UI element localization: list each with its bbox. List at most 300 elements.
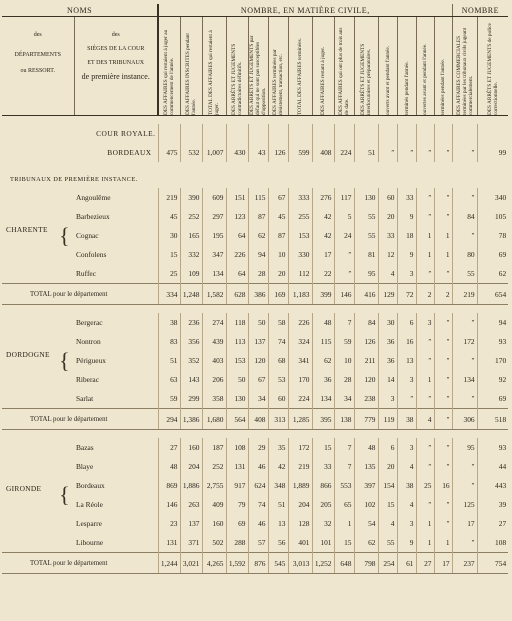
value-cell: 13 [268,514,288,533]
value-cell: 2 [416,284,434,305]
value-cell: ″ [416,351,434,370]
vcol-header-4 [226,17,248,116]
value-cell: 876 [248,553,268,574]
value-cell: 38 [158,313,180,332]
value-cell: 1 [416,514,434,533]
value-cell: 17 [434,553,452,574]
value-cell: ″ [416,188,434,207]
sieges-col-header [74,17,158,116]
value-cell: 16 [434,476,452,495]
value-cell: 340 [477,188,508,207]
value-cell: 2,755 [202,476,226,495]
value-cell: 45 [158,207,180,226]
value-cell: 20 [268,264,288,284]
value-cell: 10 [334,351,354,370]
brace-glyph: { [59,222,70,248]
value-cell: 204 [180,457,202,476]
value-cell: 34 [248,389,268,409]
value-cell: 138 [334,409,354,430]
col-dept-l1: des [33,32,42,38]
value-cell: 36 [378,351,397,370]
value-cell: 115 [248,188,268,207]
value-cell: 126 [354,332,378,351]
value-cell: 65 [334,495,354,514]
value-cell: 58 [268,313,288,332]
blank-cell [397,124,416,143]
value-cell: 84 [452,207,477,226]
value-cell: 43 [248,143,268,162]
value-cell: 83 [158,332,180,351]
value-cell: 25 [158,264,180,284]
table-row [2,245,508,264]
brace-glyph: { [59,482,70,507]
value-cell: 204 [288,495,312,514]
value-cell: 55 [354,226,378,245]
col-dept-l2: DÉPARTEMENTS [14,52,61,58]
table-row [2,389,508,409]
value-cell: 17 [452,514,477,533]
value-cell: ″ [452,313,477,332]
value-cell: 263 [180,495,202,514]
value-cell: 22 [312,264,334,284]
vcol-header-text: DES ARRÊTS ET JUGEMENTS interlocutoires et préparatoires. [360,43,372,115]
vcol-header-3 [202,17,226,116]
value-cell: 135 [354,457,378,476]
total-label: TOTAL pour le département [2,553,158,574]
value-cell: 347 [202,245,226,264]
value-cell: 409 [202,495,226,514]
value-cell: 63 [158,370,180,389]
value-cell: 3 [378,389,397,409]
value-cell: 131 [158,533,180,553]
value-cell: 1,007 [202,143,226,162]
value-cell: 113 [226,332,248,351]
value-cell: ″ [434,188,452,207]
value-cell: 15 [334,533,354,553]
table-row [2,207,508,226]
value-cell: ″ [434,332,452,351]
value-cell: ″ [334,245,354,264]
value-cell: 102 [354,495,378,514]
table-row [2,313,508,332]
value-cell: 224 [288,389,312,409]
tribunal-name: Nontron [76,337,101,346]
value-cell: 80 [452,245,477,264]
value-cell: 56 [268,533,288,553]
value-cell: 226 [288,313,312,332]
blank-cell [354,124,378,143]
value-cell: 78 [477,226,508,245]
value-cell: 399 [312,284,334,305]
value-cell: 211 [354,351,378,370]
value-cell: 46 [248,457,268,476]
value-cell: 62 [248,226,268,245]
value-cell: ″ [416,207,434,226]
value-cell: 609 [202,188,226,207]
value-cell: 68 [268,351,288,370]
blank-cell [378,124,397,143]
value-cell: 7 [334,457,354,476]
value-cell: 219 [158,188,180,207]
value-cell: 120 [248,351,268,370]
value-cell: 81 [354,245,378,264]
value-cell: 33 [312,457,334,476]
col-sieges-l4: de première instance. [81,72,150,81]
value-cell: 917 [226,476,248,495]
vcol-header-7 [288,17,312,116]
value-cell: 187 [202,438,226,457]
value-cell: 274 [202,313,226,332]
value-cell: 628 [226,284,248,305]
value-cell: 134 [452,370,477,389]
value-cell: 170 [288,370,312,389]
value-cell: 401 [288,533,312,553]
value-cell: 1,592 [226,553,248,574]
value-cell: 252 [202,457,226,476]
value-cell: ″ [416,495,434,514]
blank-cell [248,124,268,143]
value-cell: 330 [288,245,312,264]
section-title: TRIBUNAUX DE PREMIÈRE INSTANCE. [10,175,138,183]
vcol-header-8 [312,17,334,116]
value-cell: 219 [452,284,477,305]
vcol-header-text: DES AFFAIRES COMMERCIALES terminées par les tribunaux civils jugeant commercialement. [455,27,474,115]
table-row [2,476,508,495]
value-cell: 170 [477,351,508,370]
value-cell: 23 [158,514,180,533]
table-row [2,495,508,514]
value-cell: 226 [226,245,248,264]
value-cell: 117 [334,188,354,207]
blank-cell [158,124,180,143]
tribunal-name: Libourne [76,538,104,547]
value-cell: ″ [416,264,434,284]
value-cell: 134 [312,389,334,409]
value-cell: 219 [288,457,312,476]
value-cell: 224 [334,143,354,162]
value-cell: 67 [268,188,288,207]
tribunal-name: Ruffec [76,269,96,278]
value-cell: 62 [312,351,334,370]
value-cell: ″ [434,457,452,476]
value-cell: 333 [288,188,312,207]
value-cell: 87 [268,226,288,245]
value-cell: 7 [334,438,354,457]
value-cell: 20 [378,457,397,476]
value-cell: 358 [202,389,226,409]
value-cell: 20 [378,207,397,226]
value-cell: 42 [312,207,334,226]
value-cell: 306 [452,409,477,430]
vcol-header-11 [378,17,397,116]
vcol-header-10 [354,17,378,116]
value-cell: 3,021 [180,553,202,574]
table-row [2,438,508,457]
value-cell: 4 [397,457,416,476]
value-cell: 146 [158,495,180,514]
value-cell: 1 [434,245,452,264]
value-cell: 137 [248,332,268,351]
value-cell: 798 [354,553,378,574]
value-cell: 475 [158,143,180,162]
value-cell: 32 [312,514,334,533]
value-cell: 38 [397,476,416,495]
vcol-header-13 [416,17,434,116]
value-cell: 4 [378,514,397,533]
value-cell: 48 [158,457,180,476]
total-label: TOTAL pour le département [2,284,158,305]
value-cell: 154 [378,476,397,495]
value-cell: 61 [397,553,416,574]
value-cell: 35 [268,438,288,457]
blank-cell [202,124,226,143]
table-row [2,370,508,389]
value-cell: ″ [452,457,477,476]
value-cell: 3,013 [288,553,312,574]
blank-cell [312,124,334,143]
total-row [2,553,508,574]
brace-glyph: { [59,347,70,373]
value-cell: 654 [477,284,508,305]
value-cell: 5 [334,207,354,226]
cour-royale-title: COUR ROYALE. [96,129,156,138]
value-cell: 206 [202,370,226,389]
value-cell: 165 [180,226,202,245]
tribunal-name: Confolens [76,250,107,259]
value-cell: 1 [416,533,434,553]
value-cell: ″ [434,207,452,226]
value-cell: 55 [378,533,397,553]
department-label: GIRONDE [6,484,42,493]
value-cell: 1 [416,245,434,264]
vcol-header-text: terminés pendant l'année. [403,61,410,115]
value-cell: 151 [226,188,248,207]
value-cell: 1,252 [312,553,334,574]
blank-cell [434,124,452,143]
value-cell: ″ [452,143,477,162]
value-cell: 57 [248,533,268,553]
value-cell: 397 [354,476,378,495]
value-cell: 1,886 [180,476,202,495]
value-cell: 94 [477,313,508,332]
value-cell: 62 [477,264,508,284]
vcol-header-text: TOTAL DES AFFAIRES terminées. [297,38,303,115]
value-cell: 195 [202,226,226,245]
tribunal-name: Lesparre [76,519,102,528]
vcol-header-2 [180,17,202,116]
value-cell: 2 [434,284,452,305]
value-cell: 14 [378,370,397,389]
tribunal-name: Bergerac [76,318,103,327]
value-cell: 62 [354,533,378,553]
value-cell: 205 [312,495,334,514]
value-cell: 48 [354,438,378,457]
value-cell: 15 [158,245,180,264]
value-cell: ″ [416,457,434,476]
value-cell: 4 [397,495,416,514]
col-sieges-l3: ET DES TRIBUNAUX [87,60,145,66]
vcol-header-text: TOTAL DES AFFAIRES qui restaient à juger. [208,30,220,115]
value-cell: 92 [477,370,508,389]
value-cell: 395 [312,409,334,430]
value-cell: 54 [354,514,378,533]
vcol-header-text: DES AFFAIRES terminées par désistement, transaction, etc. [272,49,284,115]
vcol-header-6 [268,17,288,116]
value-cell: 386 [248,284,268,305]
department-name [2,188,74,284]
value-cell: 4 [416,409,434,430]
value-cell: 153 [288,226,312,245]
value-cell: 169 [268,284,288,305]
value-cell: 553 [334,476,354,495]
value-cell: 33 [397,188,416,207]
value-cell: 120 [354,370,378,389]
blank-cell [180,124,202,143]
value-cell: 1,889 [288,476,312,495]
value-cell: 74 [248,495,268,514]
tribunal-name: Sarlat [76,394,94,403]
value-cell: 9 [397,245,416,264]
value-cell: 51 [268,495,288,514]
vcol-header-text: DES ARRÊTS ET JUGEMENTS de police correctionnelle. [486,23,499,115]
departements-col-header [2,17,74,116]
value-cell: 1,582 [202,284,226,305]
value-cell: 33 [378,226,397,245]
tribunal-name: Riberac [76,375,99,384]
value-cell: 30 [378,313,397,332]
value-cell: 502 [202,533,226,553]
value-cell: 42 [312,226,334,245]
value-cell: 38 [397,409,416,430]
value-cell: 3 [416,313,434,332]
value-cell: ″ [434,143,452,162]
value-cell: ″ [452,188,477,207]
vcol-header-12 [397,17,416,116]
vcol-header-16 [477,17,508,116]
value-cell: 74 [268,332,288,351]
value-cell: 115 [312,332,334,351]
col-sieges-l2: SIÉGES DE LA COUR [87,46,145,52]
value-cell: 131 [226,457,248,476]
vcol-header-text: DES ARRÊTS ET JUGEMENTS par défaut qui ne sont pas susceptibles d'opposition. [249,35,267,115]
tribunal-name: Blaye [76,462,94,471]
value-cell: 59 [334,332,354,351]
value-cell: 79 [226,495,248,514]
value-cell: ″ [452,226,477,245]
value-cell: 126 [268,143,288,162]
value-cell: 64 [226,264,248,284]
value-cell: 408 [312,143,334,162]
value-cell: ″ [397,143,416,162]
value-cell: ″ [434,313,452,332]
value-cell: 1 [434,226,452,245]
total-row [2,409,508,430]
value-cell: 255 [288,207,312,226]
nombre-header: NOMBRE [452,4,508,17]
value-cell: 51 [354,143,378,162]
value-cell: 299 [180,389,202,409]
value-cell: 25 [416,476,434,495]
tribunal-name: Angoulême [76,193,111,202]
blank-cell [452,124,477,143]
value-cell: 9 [397,533,416,553]
value-cell: ″ [397,389,416,409]
value-cell: ″ [434,409,452,430]
value-cell: 9 [397,207,416,226]
value-cell: 12 [378,245,397,264]
value-cell: 1,244 [158,553,180,574]
cour-name: BORDEAUX [107,148,152,157]
value-cell: 34 [334,389,354,409]
value-cell: 334 [158,284,180,305]
tribunal-name: Périgueux [76,356,106,365]
value-cell: 18 [397,226,416,245]
value-cell: 69 [477,245,508,264]
value-cell: 29 [248,438,268,457]
value-cell: 1 [416,226,434,245]
value-cell: 172 [452,332,477,351]
value-cell: 48 [312,313,334,332]
value-cell: ″ [416,332,434,351]
vcol-header-text: ouverts avant et pendant l'année. [384,45,391,115]
value-cell: 1 [434,533,452,553]
value-cell: 39 [477,495,508,514]
table-row [2,332,508,351]
value-cell: 15 [312,438,334,457]
value-cell: 3 [397,438,416,457]
value-cell: 95 [452,438,477,457]
value-cell: 134 [202,264,226,284]
value-cell: 7 [334,313,354,332]
vcol-header-text: DES AFFAIRES qui restaient à juger au commencement de l'année. [163,29,176,115]
value-cell: 93 [477,438,508,457]
value-cell: 6 [397,313,416,332]
value-cell: 254 [378,553,397,574]
value-cell: ″ [434,351,452,370]
value-cell: 16 [397,332,416,351]
value-cell: 60 [268,389,288,409]
tribunal-name: Barbezieux [76,212,110,221]
blank-cell [477,124,508,143]
value-cell: 50 [248,313,268,332]
value-cell: 403 [202,351,226,370]
value-cell: 324 [288,332,312,351]
value-cell: 30 [158,226,180,245]
value-cell: 779 [354,409,378,430]
total-row [2,284,508,305]
tribunal-name: La Réole [76,500,103,509]
value-cell: 348 [268,476,288,495]
value-cell: 108 [477,533,508,553]
value-cell: 87 [248,207,268,226]
col-dept-l3: ou RESSORT. [20,68,56,74]
blank-cell [334,124,354,143]
value-cell: 238 [354,389,378,409]
vcol-header-text: DES AFFAIRES qui ont plus de trois ans de date. [338,27,350,115]
value-cell: 1,386 [180,409,202,430]
total-label: TOTAL pour le département [2,409,158,430]
value-cell: 408 [248,409,268,430]
department-label: DORDOGNE [6,349,50,359]
value-cell: 13 [397,351,416,370]
value-cell: 51 [158,351,180,370]
blank-cell [416,124,434,143]
value-cell: 93 [477,332,508,351]
blank-cell [268,124,288,143]
value-cell: 430 [226,143,248,162]
value-cell: 46 [248,514,268,533]
value-cell: 105 [477,207,508,226]
